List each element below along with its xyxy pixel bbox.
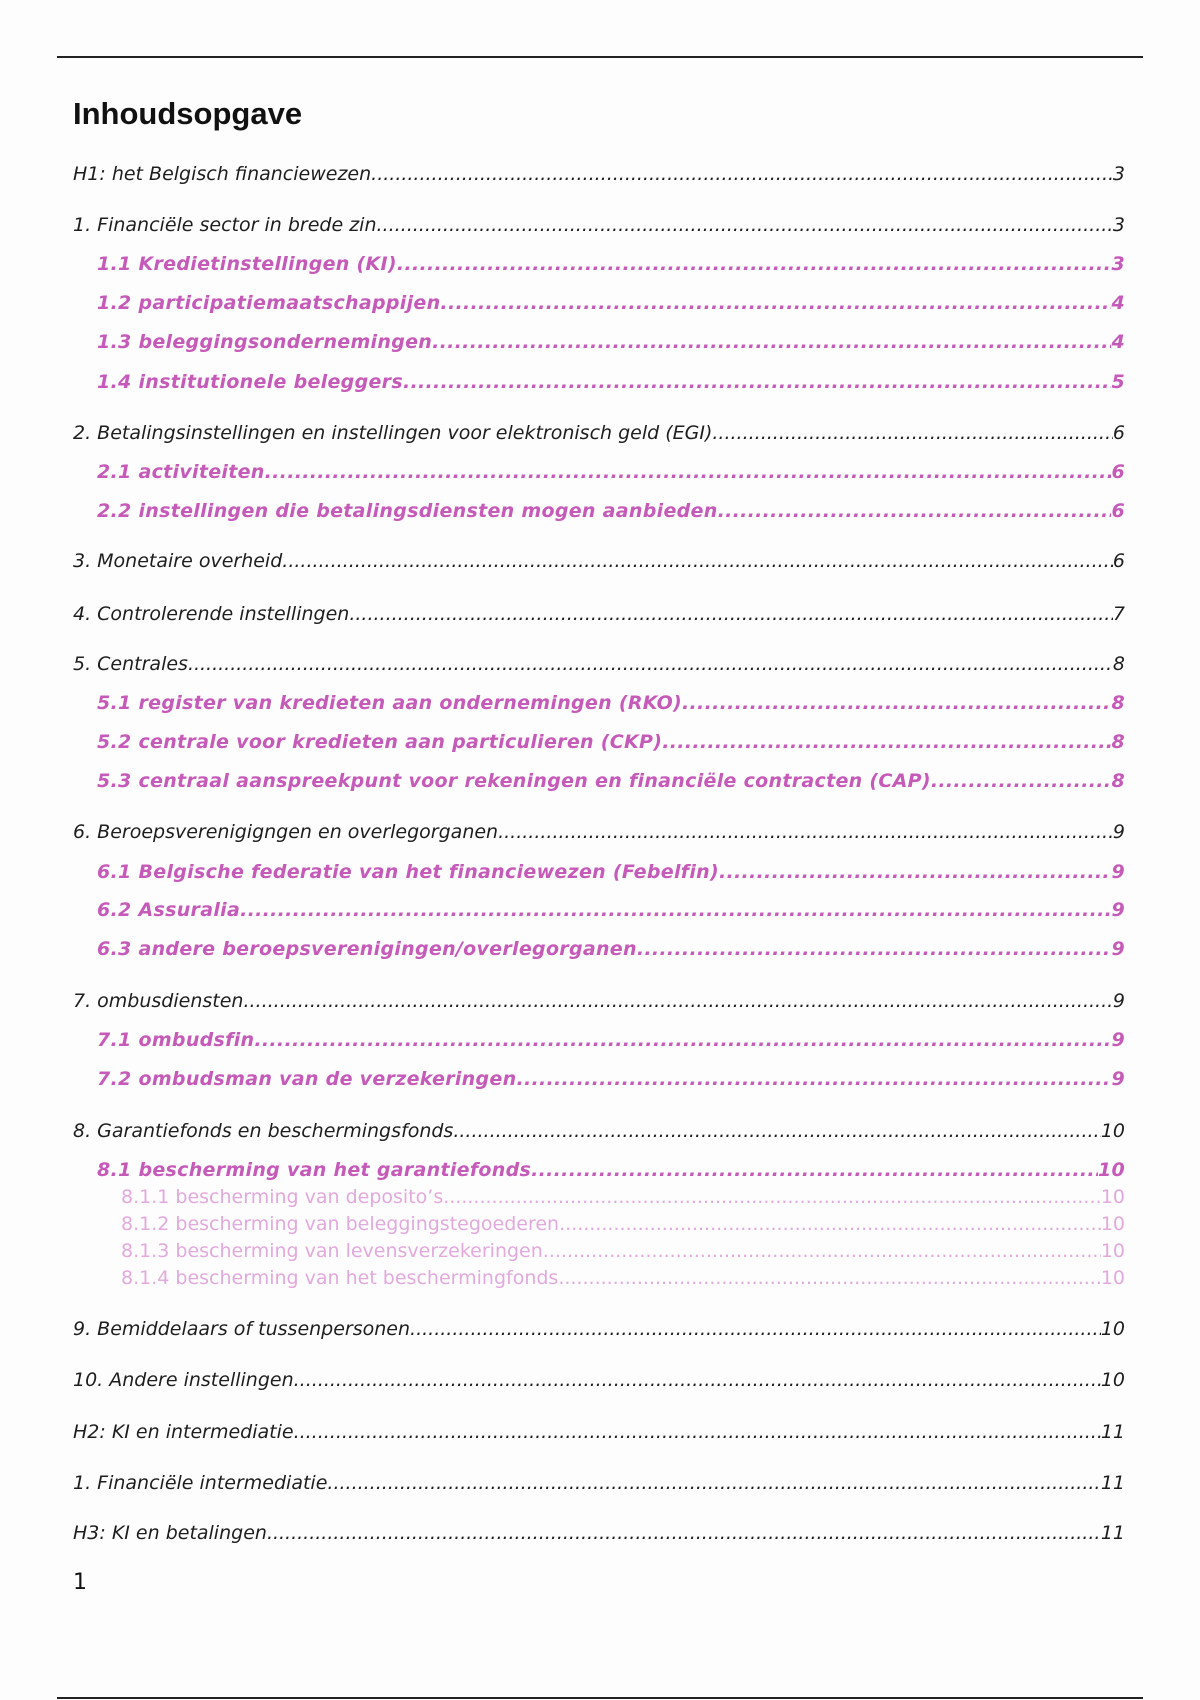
toc-entry-text: H2: KI en intermediatie xyxy=(73,1421,294,1443)
toc-entry-page: 6 xyxy=(1111,500,1125,522)
toc-entry-page: 3 xyxy=(1111,253,1125,275)
toc-entry-page: 9 xyxy=(1111,1068,1125,1090)
toc-entry[interactable] xyxy=(97,292,1125,314)
toc-entry-page: 10 xyxy=(1097,1159,1125,1181)
toc-entry[interactable] xyxy=(73,1120,1125,1142)
toc-entry-page: 9 xyxy=(1112,821,1125,843)
toc-entry[interactable] xyxy=(73,1472,1125,1494)
toc-entry-page: 6 xyxy=(1112,422,1125,444)
toc-entry[interactable] xyxy=(97,731,1125,753)
toc-entry-text: 8.1.4 bescherming van het beschermingfonds xyxy=(121,1267,559,1289)
toc-entry-text: 5.1 register van kredieten aan ondernemingen (RKO) xyxy=(97,692,683,714)
toc-entry-page: 8 xyxy=(1112,653,1125,675)
toc-entry-page: 9 xyxy=(1112,990,1125,1012)
toc-entry[interactable] xyxy=(97,861,1125,883)
toc-entry-page: 10 xyxy=(1100,1318,1125,1340)
toc-entry[interactable] xyxy=(97,899,1125,921)
toc-entry-text: 8.1.3 bescherming van levensverzekeringen xyxy=(121,1240,543,1262)
toc-entry[interactable] xyxy=(97,1159,1125,1181)
toc-entry-page: 10 xyxy=(1100,1369,1125,1391)
toc-entry-page: 3 xyxy=(1112,163,1125,185)
toc-entry-page: 4 xyxy=(1111,331,1125,353)
toc-entry[interactable] xyxy=(97,770,1125,792)
toc-entry[interactable] xyxy=(97,461,1125,483)
toc-entry[interactable] xyxy=(121,1267,1125,1289)
toc-entry-text: 6.1 Belgische federatie van het financiewezen (Febelfin) xyxy=(97,861,719,883)
toc-entry-page: 7 xyxy=(1112,603,1125,625)
page-title: Inhoudsopgave xyxy=(73,96,303,131)
toc-entry[interactable] xyxy=(121,1213,1125,1235)
toc-entry[interactable] xyxy=(73,163,1125,185)
toc-entry-page: 10 xyxy=(1100,1267,1125,1289)
toc-entry-page: 8 xyxy=(1111,731,1125,753)
toc-entry-page: 5 xyxy=(1111,371,1125,393)
toc-entry-page: 6 xyxy=(1112,550,1125,572)
toc-entry[interactable] xyxy=(73,603,1125,625)
toc-entry-text: 2.1 activiteiten xyxy=(97,461,265,483)
toc-entry-text: 2. Betalingsinstellingen en instellingen voor elektronisch geld (EGI) xyxy=(73,422,713,444)
toc-entry[interactable] xyxy=(73,1522,1125,1544)
toc-entry[interactable] xyxy=(97,938,1125,960)
toc-entry-text: 7.2 ombudsman van de verzekeringen xyxy=(97,1068,517,1090)
toc-entry-text: 7.1 ombudsfin xyxy=(97,1029,255,1051)
toc-entry-text: 8.1.1 bescherming van deposito’s xyxy=(121,1186,444,1208)
toc-entry-text: 1.1 Kredietinstellingen (KI) xyxy=(97,253,397,275)
toc-entry-page: 9 xyxy=(1111,1029,1125,1051)
toc-entry[interactable] xyxy=(97,253,1125,275)
toc-entry[interactable] xyxy=(97,692,1125,714)
toc-entry-text: 8. Garantiefonds en beschermingsfonds xyxy=(73,1120,454,1142)
toc-entry-text: 1. Financiële intermediatie xyxy=(73,1472,328,1494)
toc-entry-text: 10. Andere instellingen xyxy=(73,1369,294,1391)
toc-entry[interactable] xyxy=(97,371,1125,393)
toc-entry-text: 1. Financiële sector in brede zin xyxy=(73,214,377,236)
toc-entry[interactable] xyxy=(73,1421,1125,1443)
toc-entry[interactable] xyxy=(73,821,1125,843)
bottom-rule xyxy=(57,1697,1143,1699)
toc-entry-text: 5.3 centraal aanspreekpunt voor rekeningen en financiële contracten (CAP) xyxy=(97,770,931,792)
toc-entry-page: 9 xyxy=(1111,899,1125,921)
toc-entry-text: 6. Beroepsverenigigngen en overlegorganen xyxy=(73,821,499,843)
toc-entry-page: 11 xyxy=(1100,1421,1125,1443)
toc-entry-page: 10 xyxy=(1100,1186,1125,1208)
toc-entry-text: 2.2 instellingen die betalingsdiensten mogen aanbieden xyxy=(97,500,718,522)
toc-entry-page: 9 xyxy=(1111,861,1125,883)
toc-entry-text: 9. Bemiddelaars of tussenpersonen xyxy=(73,1318,411,1340)
toc-entry-text: 4. Controlerende instellingen xyxy=(73,603,350,625)
toc-entry-text: H1: het Belgisch financiewezen xyxy=(73,163,372,185)
toc-entry[interactable] xyxy=(73,214,1125,236)
toc-entry-text: 3. Monetaire overheid xyxy=(73,550,283,572)
toc-entry-text: 6.2 Assuralia xyxy=(97,899,241,921)
toc-entry-text: 5.2 centrale voor kredieten aan particulieren (CKP) xyxy=(97,731,663,753)
toc-entry-text: 8.1.2 bescherming van beleggingstegoederen xyxy=(121,1213,560,1235)
toc-entry-text: 1.4 institutionele beleggers xyxy=(97,371,403,393)
toc-entry[interactable] xyxy=(97,500,1125,522)
toc-entry[interactable] xyxy=(121,1186,1125,1208)
toc-entry-page: 8 xyxy=(1111,692,1125,714)
toc-entry[interactable] xyxy=(73,1318,1125,1340)
toc-entry-text: 8.1 bescherming van het garantiefonds xyxy=(97,1159,532,1181)
toc-entry[interactable] xyxy=(73,1369,1125,1391)
toc-entry[interactable] xyxy=(97,1068,1125,1090)
toc-entry-text: 5. Centrales xyxy=(73,653,188,675)
toc-entry-page: 10 xyxy=(1100,1120,1125,1142)
toc-entry-page: 11 xyxy=(1100,1522,1125,1544)
toc-entry-page: 9 xyxy=(1111,938,1125,960)
toc-entry-page: 8 xyxy=(1111,770,1125,792)
page-number: 1 xyxy=(73,1570,87,1595)
toc-entry[interactable] xyxy=(97,331,1125,353)
toc-entry-page: 10 xyxy=(1100,1213,1125,1235)
toc-entry-page: 6 xyxy=(1111,461,1125,483)
toc-entry-text: 6.3 andere beroepsverenigingen/overlegorganen xyxy=(97,938,637,960)
toc-entry-page: 4 xyxy=(1111,292,1125,314)
top-rule xyxy=(57,56,1143,58)
toc-entry-text: 1.2 participatiemaatschappijen xyxy=(97,292,441,314)
toc-entry-text: H3: KI en betalingen xyxy=(73,1522,267,1544)
toc-entry-text: 1.3 beleggingsondernemingen xyxy=(97,331,433,353)
toc-entry[interactable] xyxy=(73,550,1125,572)
toc-entry[interactable] xyxy=(121,1240,1125,1262)
toc-entry-text: 7. ombusdiensten xyxy=(73,990,244,1012)
toc-entry-page: 11 xyxy=(1100,1472,1125,1494)
toc-entry[interactable] xyxy=(73,653,1125,675)
toc-entry[interactable] xyxy=(73,422,1125,444)
toc-entry-page: 3 xyxy=(1112,214,1125,236)
toc-entry[interactable] xyxy=(73,990,1125,1012)
toc-entry-page: 10 xyxy=(1100,1240,1125,1262)
toc-entry[interactable] xyxy=(97,1029,1125,1051)
